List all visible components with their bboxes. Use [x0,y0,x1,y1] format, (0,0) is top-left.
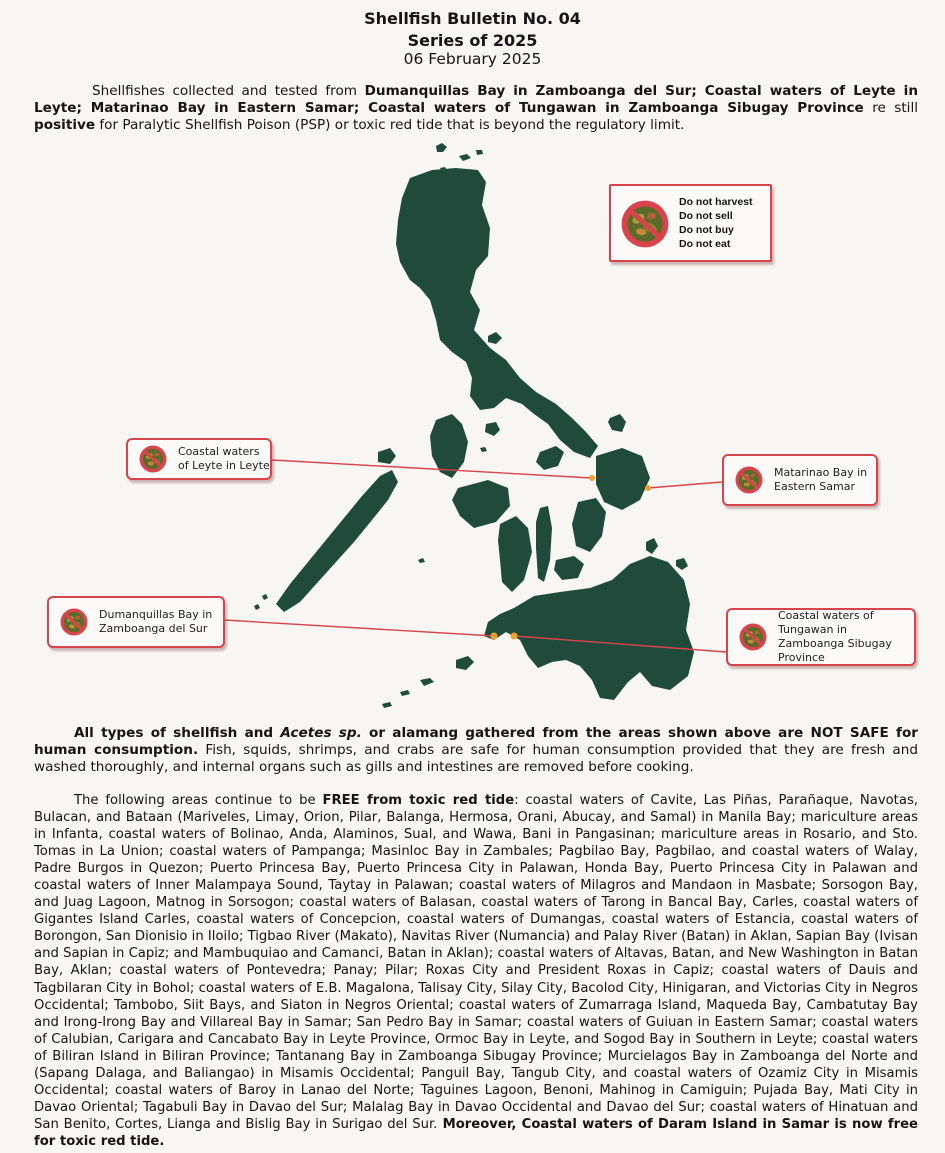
advisory-text: or alamang gathered from the areas shown above are NOT SAFE for human consumption. [34,725,918,758]
marker-tungawan [511,633,518,640]
warning-item: Do not eat [679,238,731,250]
callout-leyte-label: Coastal waters of Leyte in Leyte [178,445,270,472]
warning-list [679,195,753,251]
line-dumanquillas [224,620,494,636]
advisory-paragraph [34,725,918,776]
line-matarinao [648,482,722,488]
intro-text: Shellfishes collected and tested from [92,83,365,99]
island-dinagat [646,538,658,554]
safe-foods-text: Fish, squids, shrimps, and crabs are safe for human consumption provided that they are fresh and washed thoroughly, and internal organs such as gills and intestines are removed before cooking. [34,742,918,775]
marker-leyte [589,475,595,481]
island-leyte [572,498,606,552]
island-siargao [676,558,688,570]
island-panay [452,480,510,528]
acetes-text: Acetes sp. [280,725,362,741]
intro-paragraph [34,83,918,134]
island-masbate [536,446,564,470]
intro-text: re still [863,100,918,116]
affected-areas-text: Dumanquillas Bay in Zamboanga del Sur; Coastal waters of Leyte in Leyte; Matarinao Bay in Eastern Samar; Coastal waters of Tungawan in Zamboanga Sibugay Province [34,83,918,116]
callout-tungawan-label: Coastal waters of Tungawan in Zamboanga Sibugay Province [778,609,892,664]
no-shellfish-icon [138,444,168,474]
callout-dumanquillas-label: Dumanquillas Bay in Zamboanga del Sur [99,608,213,635]
island-samar [596,448,650,510]
no-shellfish-icon [738,622,768,652]
callout-leyte [126,438,272,480]
advisory-text: All types of shellfish and [74,725,281,741]
callout-tungawan [726,608,916,666]
marker-matarinao [645,485,651,491]
no-shellfish-icon [619,198,671,250]
warning-item: Do not buy [679,224,734,236]
warning-item: Do not harvest [679,196,753,208]
callout-matarinao [722,454,878,506]
marker-dumanquillas [491,633,498,640]
no-shellfish-icon [734,465,764,495]
island-bohol [554,556,584,580]
free-areas-paragraph [34,792,918,1150]
callout-dumanquillas [47,596,225,648]
island-mindoro [430,414,468,478]
free-areas-list: : coastal waters of Cavite, Las Piñas, Parañaque, Navotas, Bulacan, and Bataan (Mariveles, Limay, Orion, Pilar, Balanga, Hermosa, Orani, Abucay, and Samal) in Manila Bay; mariculture areas in Infanta, coastal waters of Bolinao, Anda, Alaminos, Sual, and Wawa, Bani in Pangasinan; mariculture areas in Rosario, and Sto. Tomas in La Union; coastal waters of Pampanga; Masinloc Bay in Zambales; Pagbilao Bay, Pagbilao, and coastal waters of Walay, Padre Burgos in Quezon; Puerto Princesa Bay, Puerto Princesa City in Palawan, Honda Bay, Puerto Princesa City in Palawan and coastal waters of Inner Malampaya Sound, Taytay in Palawan; coastal waters of Milagros and Mandaon in Masbate; Sorsogon Bay, and Juag Lagoon, Matnog in Sorsogon; coastal waters of Balasan, coastal waters of Tarong in Bancal Bay, Carles, coastal waters of Gigantes Island Carles, coastal waters of Concepcion, coastal waters of Dumangas, coastal waters of Estancia, coastal waters of Borongon, San Dionisio in Iloilo; Tigbao River (Makato), Navitas River (Numancia) and Palay River (Batan) in Aklan, Sapian Bay (Ivisan and Sapian in Capiz; and Mambuquiao and Camanci, Batan in Aklan); coastal waters of Altavas, Batan, and New Washington in Batan Bay, Aklan; coastal waters of Pontevedra; Panay; Pilar; Roxas City and President Roxas in Capiz; coastal waters of Dauis and Tagbilaran City in Bohol; coastal waters of E.B. Magalona, Talisay City, Silay City, Bacolod City, Hinigaran, and Victorias City in Negros Occidental; Tambobo, Siit Bays, and Siaton in Negros Oriental; coastal waters of Zumarraga Island, Maqueda Bay, Cambatutay Bay and Irong-Irong Bay and Villareal Bay in Samar; San Pedro Bay in Samar; coastal waters of Guiuan in Eastern Samar; coastal waters of Calubian, Carigara and Cancabato Bay in Leyte Province, Ormoc Bay in Leyte, and Sogod Bay in Southern in Leyte; coastal waters of Biliran Island in Biliran Province; Tantanang Bay in Zamboanga Sibugay Province; Murcielagos Bay in Zamboanga del Norte and (Sapang Dalaga, and Baliangao) in Misamis Occidental; Panguil Bay, Tangub City, and coastal waters of Ozamiz City in Misamis Occidental; coastal waters of Baroy in Lanao del Norte; Taguines Lagoon, Benoni, Mahinog in Camiguin; Pujada Bay, Mati City in Davao Oriental; Tagabuli Bay in Davao del Sur; Malalag Bay in Davao Occidental and Davao del Sur; coastal waters of Hinatuan and San Benito, Cortes, Lianga and Bislig Bay in Surigao del Sur. [34,793,919,1132]
warning-box [609,184,772,262]
island-batanes [436,143,447,152]
callout-matarinao-label: Matarinao Bay in Eastern Samar [774,466,868,493]
intro-text: for Paralytic Shellfish Poison (PSP) or toxic red tide that is beyond the regulatory limit. [95,117,685,133]
island-sulu [382,678,434,708]
warning-item: Do not sell [679,210,733,222]
daram-update-text: Moreover, Coastal waters of Daram Island in Samar is now free for toxic red tide. [34,1116,918,1149]
bulletin-date: 06 February 2025 [403,50,542,68]
island-cebu [536,506,552,582]
island-marinduque [485,422,500,436]
positive-text: positive [34,117,96,133]
island-catanduanes [608,414,626,432]
free-areas-text: The following areas continue to be [74,793,323,808]
bulletin-title: Shellfish Bulletin No. 04 [364,9,581,28]
bulletin-series: Series of 2025 [407,31,538,50]
island-polillo [488,332,502,344]
island-calamian [378,448,396,464]
no-shellfish-icon [59,607,89,637]
island-basilan [456,656,474,670]
island-luzon [396,168,598,458]
free-label-text: FREE from toxic red tide [322,793,515,808]
island-negros [498,516,532,592]
island-palawan [276,470,398,612]
